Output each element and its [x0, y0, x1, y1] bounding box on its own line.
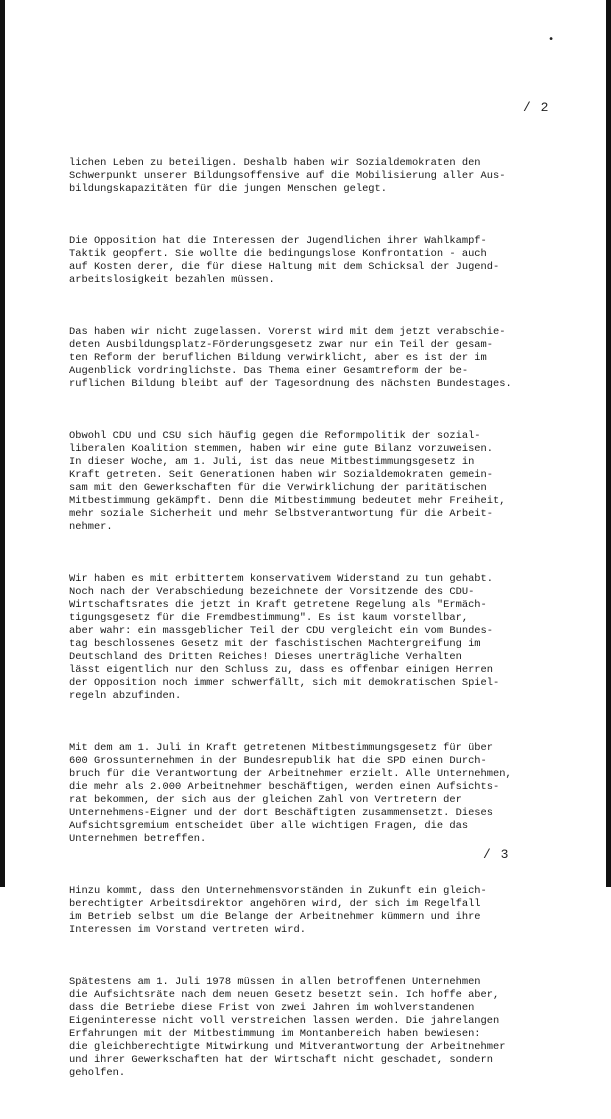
text-line: Kraft getreten. Seit Generationen haben wir Sozialdemokraten gemein- [69, 469, 494, 481]
text-line: Deutschland des Dritten Reiches! Dieses unerträgliche Verhalten [69, 651, 462, 663]
text-line: Augenblick vordringlichste. Das Thema einer Gesamtreform der be- [69, 365, 469, 377]
text-line: Die Opposition hat die Interessen der Jugendlichen ihrer Wahlkampf- [69, 235, 487, 247]
text-line: aber wahr: ein massgeblicher Teil der CDU vergleicht ein vom Bundes- [69, 625, 494, 637]
text-line: die gleichberechtigte Mitwirkung und Mitverantwortung der Arbeitnehmer [69, 1041, 506, 1053]
text-line: regeln abzufinden. [69, 690, 182, 702]
text-line: Noch nach der Verabschiedung bezeichnete der Vorsitzende des CDU- [69, 586, 475, 598]
text-line: sam mit den Gewerkschaften für die Verwirklichung der paritätischen [69, 482, 487, 494]
text-line: Schwerpunkt unserer Bildungsoffensive auf die Mobilisierung aller Aus- [69, 170, 506, 182]
text-line: ruflichen Bildung bleibt auf der Tagesordnung des nächsten Bundestages. [69, 378, 512, 390]
text-line: Erfahrungen mit der Mitbestimmung im Montanbereich haben bewiesen: [69, 1028, 481, 1040]
text-line: der Opposition noch immer schwerfällt, sich mit demokratischen Spiel- [69, 677, 500, 689]
paragraph [69, 885, 589, 937]
text-line: deten Ausbildungsplatz-Förderungsgesetz zwar nur ein Teil der gesam- [69, 339, 494, 351]
text-line: berechtigter Arbeitsdirektor angehören wird, der sich im Regelfall [69, 898, 481, 910]
paragraph [69, 326, 589, 391]
page-number-top: / 2 [523, 100, 550, 115]
text-line: Interessen im Vorstand vertreten wird. [69, 924, 306, 936]
text-line: 600 Grossunternehmen in der Bundesrepublik hat die SPD einen Durch- [69, 755, 487, 767]
text-line: geholfen. [69, 1067, 126, 1079]
text-line: Unternehmens-Eigner und der dort Beschäftigten zusammensetzt. Dieses [69, 807, 494, 819]
text-line: Mitbestimmung gekämpft. Denn die Mitbestimmung bedeutet mehr Freiheit, [69, 495, 506, 507]
text-line: Das haben wir nicht zugelassen. Vorerst wird mit dem jetzt verabschie- [69, 326, 506, 338]
document-body [69, 131, 589, 1119]
text-line: Spätestens am 1. Juli 1978 müssen in allen betroffenen Unternehmen [69, 976, 481, 988]
paragraph [69, 235, 589, 287]
text-line: Aufsichtsgremium entscheidet über alle wichtigen Fragen, die das [69, 820, 469, 832]
corner-mark: • [548, 34, 554, 45]
text-line: die mehr als 2.000 Arbeitnehmer beschäftigen, werden einen Aufsichts- [69, 781, 500, 793]
text-line: Obwohl CDU und CSU sich häufig gegen die Reformpolitik der sozial- [69, 430, 481, 442]
paragraph [69, 742, 589, 846]
text-line: tag beschlossenes Gesetz mit der faschistischen Machtergreifung im [69, 638, 481, 650]
text-line: Taktik geopfert. Sie wollte die bedingungslose Konfrontation - auch [69, 248, 487, 260]
text-line: Hinzu kommt, dass den Unternehmensvorständen in Zukunft ein gleich- [69, 885, 487, 897]
text-line: und ihrer Gewerkschaften hat der Wirtschaft nicht geschadet, sondern [69, 1054, 494, 1066]
page-number-bottom: / 3 [483, 847, 510, 862]
text-line: bruch für die Verantwortung der Arbeitnehmer erzielt. Alle Unternehmen, [69, 768, 512, 780]
text-line: Wirtschaftsrates die jetzt in Kraft getretene Regelung als "Ermäch- [69, 599, 487, 611]
text-line: liberalen Koalition stemmen, haben wir eine gute Bilanz vorzuweisen. [69, 443, 494, 455]
text-line: bildungskapazitäten für die jungen Menschen gelegt. [69, 183, 388, 195]
text-line: tigungsgesetz für die Fremdbestimmung". Es ist kaum vorstellbar, [69, 612, 469, 624]
text-line: nehmer. [69, 521, 113, 533]
text-line: mehr soziale Sicherheit und mehr Selbstverantwortung für die Arbeit- [69, 508, 494, 520]
text-line: rat bekommen, der sich aus der gleichen Zahl von Vertretern der [69, 794, 462, 806]
text-line: Unternehmen betreffen. [69, 833, 207, 845]
text-line: ten Reform der beruflichen Bildung verwirklicht, aber es ist der im [69, 352, 487, 364]
paragraph [69, 573, 589, 703]
text-line: arbeitslosigkeit bezahlen müssen. [69, 274, 275, 286]
text-line: auf Kosten derer, die für diese Haltung mit dem Schicksal der Jugend- [69, 261, 500, 273]
text-line: die Aufsichtsräte nach dem neuen Gesetz besetzt sein. Ich hoffe aber, [69, 989, 500, 1001]
text-line: In dieser Woche, am 1. Juli, ist das neue Mitbestimmungsgesetz in [69, 456, 475, 468]
paragraph [69, 430, 589, 534]
paragraph [69, 976, 589, 1080]
text-line: im Betrieb selbst um die Belange der Arbeitnehmer kümmern und ihre [69, 911, 481, 923]
text-line: lässt eigentlich nur den Schluss zu, dass es offenbar einigen Herren [69, 664, 494, 676]
paragraph [69, 157, 589, 196]
text-line: Mit dem am 1. Juli in Kraft getretenen Mitbestimmungsgesetz für über [69, 742, 494, 754]
text-line: dass die Betriebe diese Frist von zwei Jahren im wohlverstandenen [69, 1002, 475, 1014]
text-line: Wir haben es mit erbittertem konservativem Widerstand zu tun gehabt. [69, 573, 494, 585]
text-line: lichen Leben zu beteiligen. Deshalb haben wir Sozialdemokraten den [69, 157, 481, 169]
text-line: Eigeninteresse nicht voll verstreichen lassen werden. Die jahrelangen [69, 1015, 500, 1027]
